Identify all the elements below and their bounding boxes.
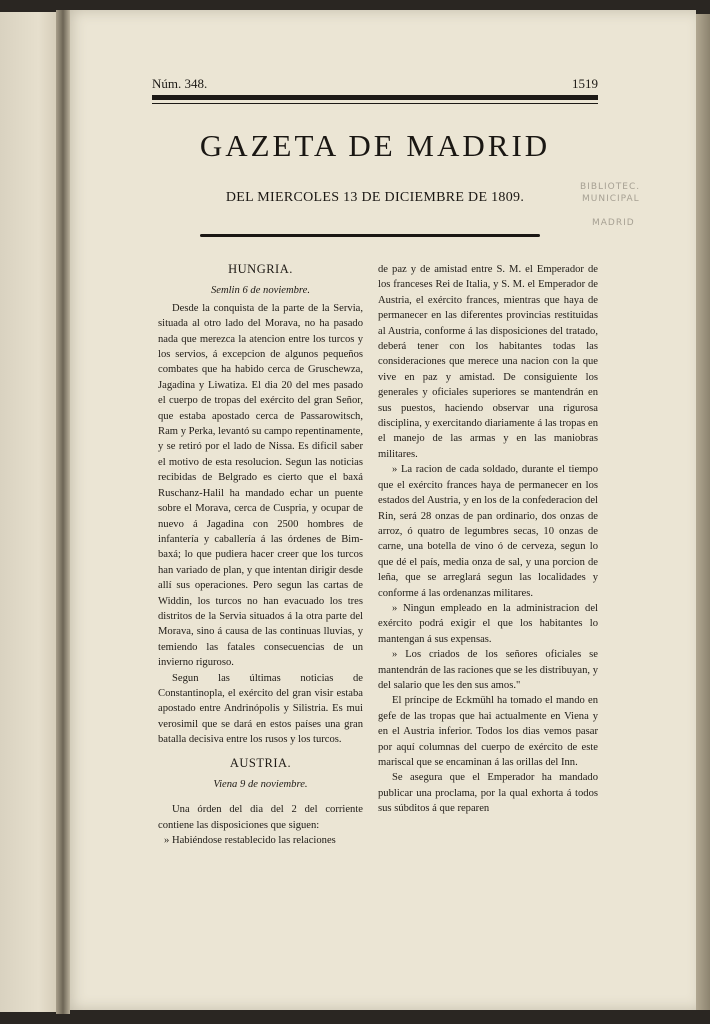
page-number: 1519 (572, 76, 598, 91)
page-stack-edge (696, 14, 710, 1010)
stamp-line-2: MUNICIPAL (582, 194, 640, 204)
paragraph: El príncipe de Eckmühl ha tomado el mando en gefe de las tropas que hai actualmente en Viena y en el Austria inferior. Todos los dias vemos pasar por aquí columnas del cuerpo de exército de este mariscal que se encaminan á las orillas del Inn. (378, 695, 598, 768)
library-stamp (560, 182, 656, 242)
header-rule-thin (152, 103, 598, 104)
paragraph: de paz y de amistad entre S. M. el Emperador de los franceses Rei de Italia, y S. M. el Emperador de Austria, el exército frances, mientras que haya de permanecer en las diferentes provincias restituidas al Austria, conforme á las disposiciones del tratado, deberá tener con los habitantes todas las consideraciones que merece una nacion con la que vive en paz y amistad. De consiguiente los generales y oficiales superiores se mantendrán en sus puestos, haciendo observar una rigurosa disciplina, y exercitando diariamente á las tropas en el manejo de las armas y en las maniobras militares. (378, 264, 598, 460)
paragraph: Una órden del dia del 2 del corriente contiene las disposiciones que siguen: (158, 804, 363, 831)
paragraph: Segun las últimas noticias de Constantinopla, el exército del gran visir estaba apostado entre Andrinópolis y Silistria. Es mui verosimil que se dará en estos países una gran batalla decisiva entre los rusos y los turcos. (158, 672, 363, 746)
book-gutter (56, 10, 70, 1014)
paragraph: » Habiéndose restablecido las relaciones (164, 835, 336, 847)
masthead-title: GAZETA DE MADRID (199, 128, 551, 163)
paragraph: Desde la conquista de la parte de la Servia, situada al otro lado del Morava, no ha pasado nada que merezca la atencion entre los turcos y los servios, á excepcion de algunos pequeños combates que ha habido cerca de Gruschewza, Jagadina y Liwatiza. El dia 20 del mes pasado el cuerpo de tropas del exército del gran Señor, que estaba apostado cerca de Passarowitsch, Ram y Perka, levantó su campo repentinamente, y se retiró por el lado de Nissa. Es dificil saber el motivo de esta resolucion. Segun las noticias recibidas de Belgrado es cierto que el baxá Ruschanz-Halil ha mandado echar un puente sobre el Morava, cerca de Cuspria, y ocupar de nuevo á Jagadina con 2500 hombres de infantería y caballería á las órdenes de Bim-baxá; lo que pudiera hacer creer que los turcos han variado de plan, y que intentan dirigir desde allí sus operaciones. Pero segun las cartas de Widdin, los turcos no han evacuado los tres distritos de la Servia situados á la otra parte del Morava, sino á causa de las continuas lluvias, y temiendo las fatales consecuencias de un invierno riguroso. (158, 302, 363, 669)
right-column (378, 262, 598, 817)
paragraph: Se asegura que el Emperador ha mandado publicar una proclama, por la qual exhorta á todos sus súbditos á que reparen (378, 772, 598, 815)
paragraph: » Los criados de los señores oficiales se mantendrán de las raciones que se les distribuyan, y del salario que les den sus amos." (378, 649, 598, 691)
paragraph: » La racion de cada soldado, durante el tiempo que el exército frances haya de permanecer en los estados del Austria, y en los de la confederacion del Rin, será 28 onzas de pan ordinario, dos onzas de arroz, ó quatro de legumbres secas, 10 onzas de carne, una botella de vino ó de cerveza, segun lo que dé el país, media onza de sal, y una porcion de leña, que se arreglará segun las localidades y conforme á las ordenanzas militares. (378, 464, 598, 599)
issue-number: Núm. 348. (152, 76, 208, 91)
dateline-semlin: Semlin 6 de noviembre. (210, 285, 311, 297)
header-rule-thick (152, 95, 598, 100)
stamp-line-3: MADRID (592, 218, 635, 228)
date-rule (200, 234, 540, 237)
left-column (158, 262, 363, 849)
paragraph: » Ningun empleado en la administracion del exército podrá exigir el que los habitantes lo mantengan á sus expensas. (378, 602, 598, 645)
stamp-line-1: BIBLIOTEC. (580, 182, 641, 192)
facing-page-edge (0, 12, 64, 1012)
issue-date: DEL MIERCOLES 13 DE DICIEMBRE DE 1809. (225, 190, 525, 205)
dateline-viena: Viena 9 de noviembre. (213, 779, 308, 790)
section-heading-austria: AUSTRIA. (229, 755, 292, 770)
section-heading-hungria: HUNGRIA. (228, 262, 293, 276)
